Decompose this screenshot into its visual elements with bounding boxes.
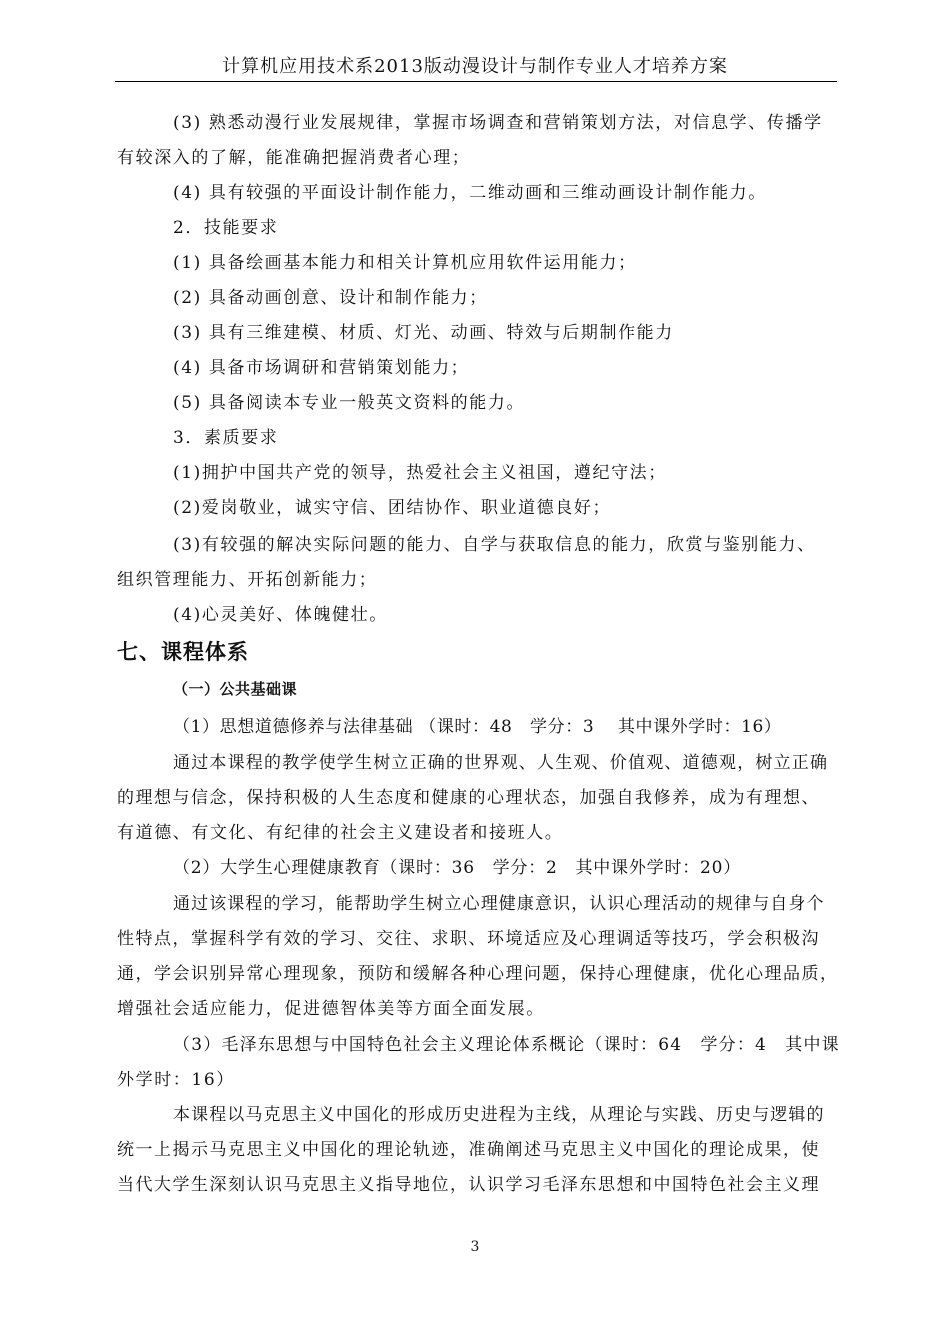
text-line: (3) 具有三维建模、材质、灯光、动画、特效与后期制作能力 bbox=[173, 323, 674, 343]
text-line: 的理想与信念，保持积极的人生态度和健康的心理状态，加强自我修养，成为有理想、 bbox=[117, 788, 820, 808]
course-title: （3）毛泽东思想与中国特色社会主义理论体系概论（课时：64 学分：4 其中课 bbox=[173, 1035, 840, 1055]
text-line: (4) 具备市场调研和营销策划能力； bbox=[173, 358, 470, 378]
text-line: 当代大学生深刻认识马克思主义指导地位，认识学习毛泽东思想和中国特色社会主义理 bbox=[117, 1175, 820, 1195]
section-subheading: 2．技能要求 bbox=[173, 218, 279, 238]
text-line: 通，学会识别异常心理现象，预防和缓解各种心理问题，保持心理健康，优化心理品质， bbox=[117, 964, 839, 984]
section-heading: （一）公共基础课 bbox=[173, 680, 298, 698]
text-line: 外学时：16） bbox=[117, 1070, 235, 1090]
text-line: (3)有较强的解决实际问题的能力、自学与获取信息的能力，欣赏与鉴别能力、 bbox=[173, 535, 816, 555]
text-line: (4)心灵美好、体魄健壮。 bbox=[173, 605, 388, 625]
text-line: (1) 具备绘画基本能力和相关计算机应用软件运用能力； bbox=[173, 253, 637, 273]
text-line: (2) 具备动画创意、设计和制作能力； bbox=[173, 288, 488, 308]
text-line: 增强社会适应能力，促进德智体美等方面全面发展。 bbox=[117, 999, 545, 1019]
page-header: 计算机应用技术系2013版动漫设计与制作专业人才培养方案 bbox=[222, 56, 728, 77]
page-number: 3 bbox=[470, 1239, 480, 1255]
text-line: (4) 具有较强的平面设计制作能力，二维动画和三维动画设计制作能力。 bbox=[173, 183, 767, 203]
text-line: 通过本课程的教学使学生树立正确的世界观、人生观、价值观、道德观，树立正确 bbox=[173, 753, 829, 773]
text-line: 组织管理能力、开拓创新能力； bbox=[117, 570, 378, 590]
chapter-heading: 七、课程体系 bbox=[117, 640, 249, 664]
text-line: 性特点，掌握科学有效的学习、交往、求职、环境适应及心理调适等技巧，学会积极沟 bbox=[117, 929, 820, 949]
text-line: (3) 熟悉动漫行业发展规律，掌握市场调查和营销策划方法，对信息学、传播学 bbox=[173, 113, 823, 133]
course-title: （2）大学生心理健康教育（课时：36 学分：2 其中课外学时：20） bbox=[173, 858, 742, 878]
section-subheading: 3．素质要求 bbox=[173, 428, 279, 448]
text-line: 统一上揭示马克思主义中国化的理论轨迹，准确阐述马克思主义中国化的理论成果，使 bbox=[117, 1140, 820, 1160]
text-line: (1)拥护中国共产党的领导，热爱社会主义祖国，遵纪守法； bbox=[173, 463, 667, 483]
text-line: 本课程以马克思主义中国化的形成历史进程为主线，从理论与实践、历史与逻辑的 bbox=[173, 1105, 825, 1125]
course-title: （1）思想道德修养与法律基础 （课时：48 学分：3 其中课外学时：16） bbox=[173, 717, 782, 737]
text-line: (5) 具备阅读本专业一般英文资料的能力。 bbox=[173, 393, 526, 413]
header-rule bbox=[115, 81, 837, 82]
text-line: 有较深入的了解，能准确把握消费者心理； bbox=[117, 148, 471, 168]
text-line: (2)爱岗敬业，诚实守信、团结协作、职业道德良好； bbox=[173, 498, 612, 518]
text-line: 通过该课程的学习，能帮助学生树立心理健康意识，认识心理活动的规律与自身个 bbox=[173, 894, 825, 914]
text-line: 有道德、有文化、有纪律的社会主义建设者和接班人。 bbox=[117, 823, 564, 843]
